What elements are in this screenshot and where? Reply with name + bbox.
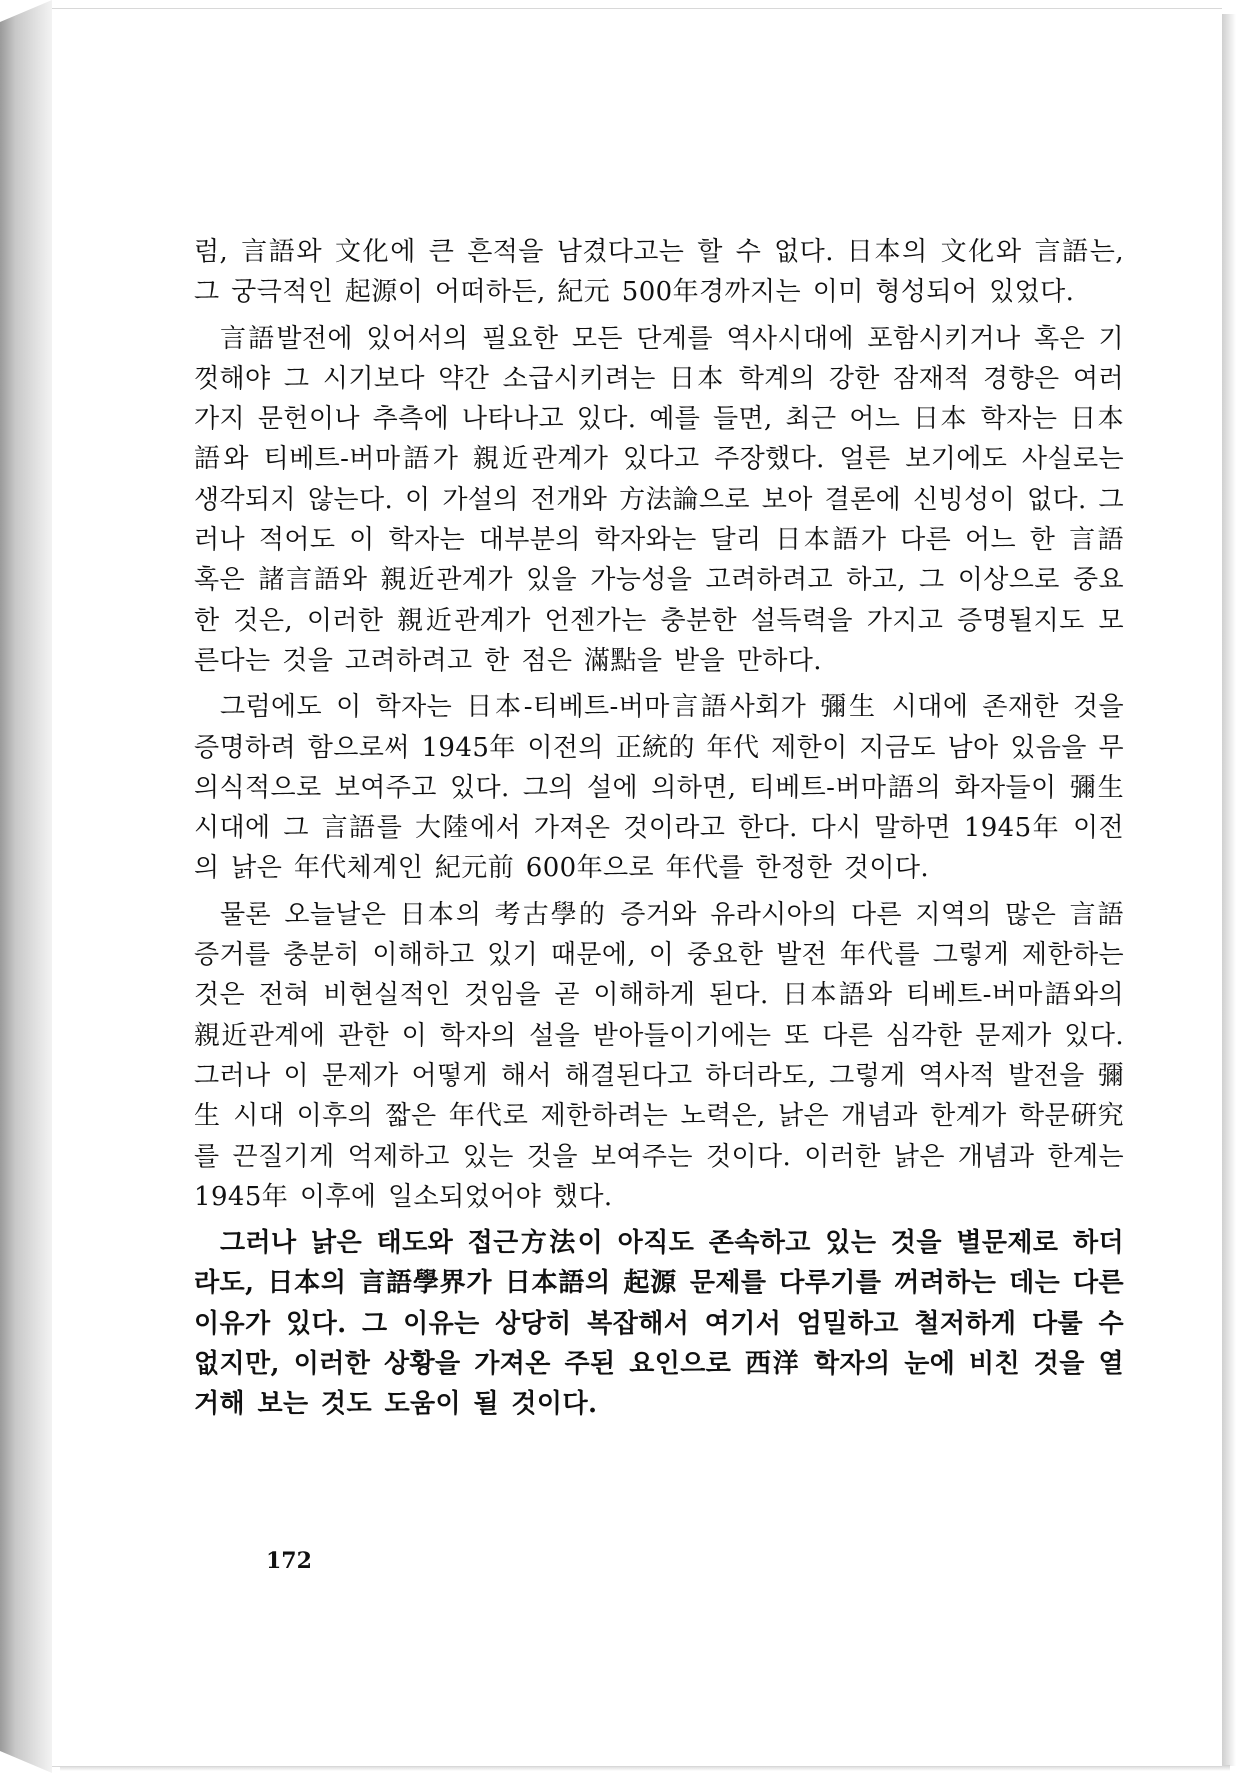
paragraph-3: 그럼에도 이 학자는 日本-티베트-버마言語사회가 彌生 시대에 존재한 것을 증명하려 함으로써 1945年 이전의 正統的 年代 제한이 지금도 남아 있음을 무의식적으로 보여주고 있다. 그의 설에 의하면, 티베트-버마語의 화자들이 彌生 시대에 그 言語를 大陸에서 가져온 것이라고 한다. 다시 말하면 1945年 이전의 낡은 年代체계인 紀元前 600年으로 年代를 한정한 것이다. <box>194 692 1124 884</box>
page-edge-right <box>1222 14 1236 1766</box>
page-edge-left <box>0 0 52 1773</box>
page-edge-tip-top <box>0 0 52 22</box>
page-number: 172 <box>266 1548 312 1574</box>
body-text <box>194 232 1124 1425</box>
paragraph-1: 럼, 言語와 文化에 큰 흔적을 남겼다고는 할 수 없다. 日本의 文化와 言語는, 그 궁극적인 起源이 어떠하든, 紀元 500年경까지는 이미 형성되어 있었다. <box>194 237 1124 308</box>
paragraph-4: 물론 오늘날은 日本의 考古學的 증거와 유라시아의 다른 지역의 많은 言語 증거를 충분히 이해하고 있기 때문에, 이 중요한 발전 年代를 그렇게 제한하는 것은 전혀 비현실적인 것임을 곧 이해하게 된다. 日本語와 티베트-버마語와의 親近관계에 관한 이 학자의 설을 받아들이기에는 또 다른 심각한 문제가 있다. 그러나 이 문제가 어떻게 해서 해결된다고 하더라도, 그렇게 역사적 발전을 彌生 시대 이후의 짧은 年代로 제한하려는 노력은, 낡은 개념과 한계가 학문硏究를 끈질기게 억제하고 있는 것을 보여주는 것이다. 이러한 낡은 개념과 한계는 1945年 이후에 일소되었어야 했다. <box>194 899 1124 1212</box>
paragraph-5: 그러나 낡은 태도와 접근方法이 아직도 존속하고 있는 것을 별문제로 하더라도, 日本의 言語學界가 日本語의 起源 문제를 다루기를 꺼려하는 데는 다른 이유가 있다. 그 이유는 상당히 복잡해서 여기서 엄밀하고 철저하게 다룰 수 없지만, 이러한 상황을 가져온 주된 요인으로 西洋 학자의 눈에 비친 것을 열거해 보는 것도 도움이 될 것이다. <box>194 1228 1124 1420</box>
paragraph-2: 言語발전에 있어서의 필요한 모든 단계를 역사시대에 포함시키거나 혹은 기껏해야 그 시기보다 약간 소급시키려는 日本 학계의 강한 잠재적 경향은 여러 가지 문헌이나 추측에 나타나고 있다. 예를 들면, 최근 어느 日本 학자는 日本語와 티베트-버마語가 親近관계가 있다고 주장했다. 얼른 보기에도 사실로는 생각되지 않는다. 이 가설의 전개와 方法論으로 보아 결론에 신빙성이 없다. 그러나 적어도 이 학자는 대부분의 학자와는 달리 日本語가 다른 어느 한 言語 혹은 諸言語와 親近관계가 있을 가능성을 고려하려고 하고, 그 이상으로 중요한 것은, 이러한 親近관계가 언젠가는 충분한 설득력을 가지고 증명될지도 모른다는 것을 고려하려고 한 점은 滿點을 받을 만하다. <box>194 323 1124 676</box>
page-edge-tip-bottom <box>0 1751 52 1773</box>
